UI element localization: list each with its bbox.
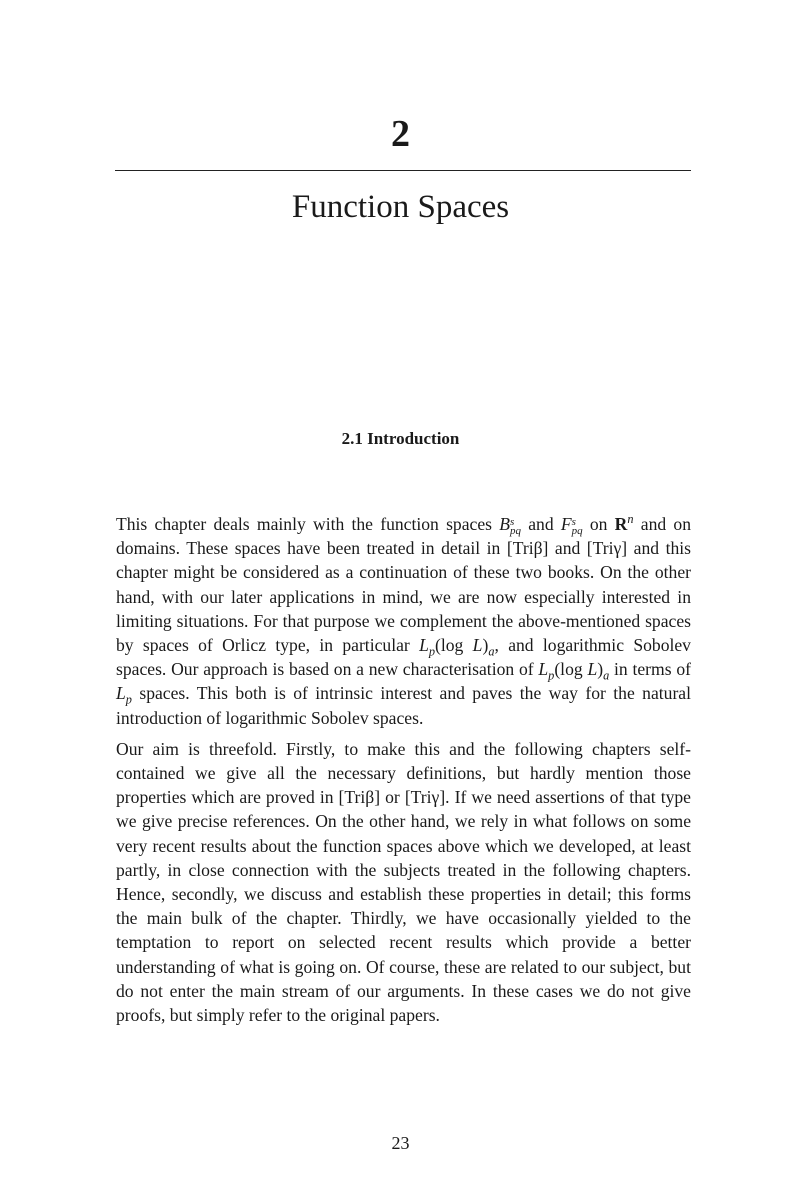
paragraph-2: Our aim is threefold. Firstly, to make this and the following chapters self-contained we give all the necessary definitions, but hardly mention those properties which are proved in [Triβ] or [Triγ]. If we need assertions of that type we give precise references. On the other hand, we rely in what follows on some very recent results about the function spaces above which we developed, at least partly, in close connection with the subjects treated in the following chapters. Hence, secondly, we discuss and establish these properties in detail; this forms the main bulk of the chapter. Thirdly, we have occasionally yielded to the temptation to report on selected recent results which provide a better understanding of what is going on. Of course, these are related to our subject, but do not enter the main stream of our arguments. In these cases we do not give proofs, but simply refer to the original papers. — [116, 738, 691, 1026]
section-heading: 2.1 Introduction — [341, 429, 460, 448]
lp-space-symbol: $L_p$ — [116, 683, 132, 707]
chapter-title: Function Spaces — [291, 189, 510, 225]
paragraph-1: This chapter deals mainly with the function spaces B s pq and F s pq on $R^n$ and on domains. These spaces have been treated in detail in [Triβ] and [Triγ] and this chapter might be considered as a continuation of these two books. On the other hand, with our later applications in mind, we are now especially interested in limiting situations. For that purpose we complement the above-mentioned spaces by spaces of Orlicz type, in particular $L_p(\log$ $L)_a$, and logarithmic Sobolev spaces. Our approach is based on a new characterisation of $L_p(\log$ $L)_a$ in terms of $L_p$ spaces. This both is of intrinsic interest and paves the way for the natural introduction of logarithmic Sobolev spaces. — [116, 512, 692, 728]
triebel-lizorkin-symbol: F s pq — [560, 514, 583, 537]
orlicz-space-symbol: $L_p(\log$ $L)_a$ — [419, 635, 495, 659]
body-text — [116, 512, 691, 1027]
chapter-number: 2 — [391, 113, 410, 155]
besov-symbol: B s pq — [499, 514, 521, 537]
orlicz-space-symbol-2: $L_p(\log$ $L)_a$ — [538, 659, 610, 683]
real-space-symbol: $R^n$ — [614, 512, 634, 534]
page-number: 23 — [391, 1133, 410, 1153]
chapter-divider — [115, 170, 691, 171]
